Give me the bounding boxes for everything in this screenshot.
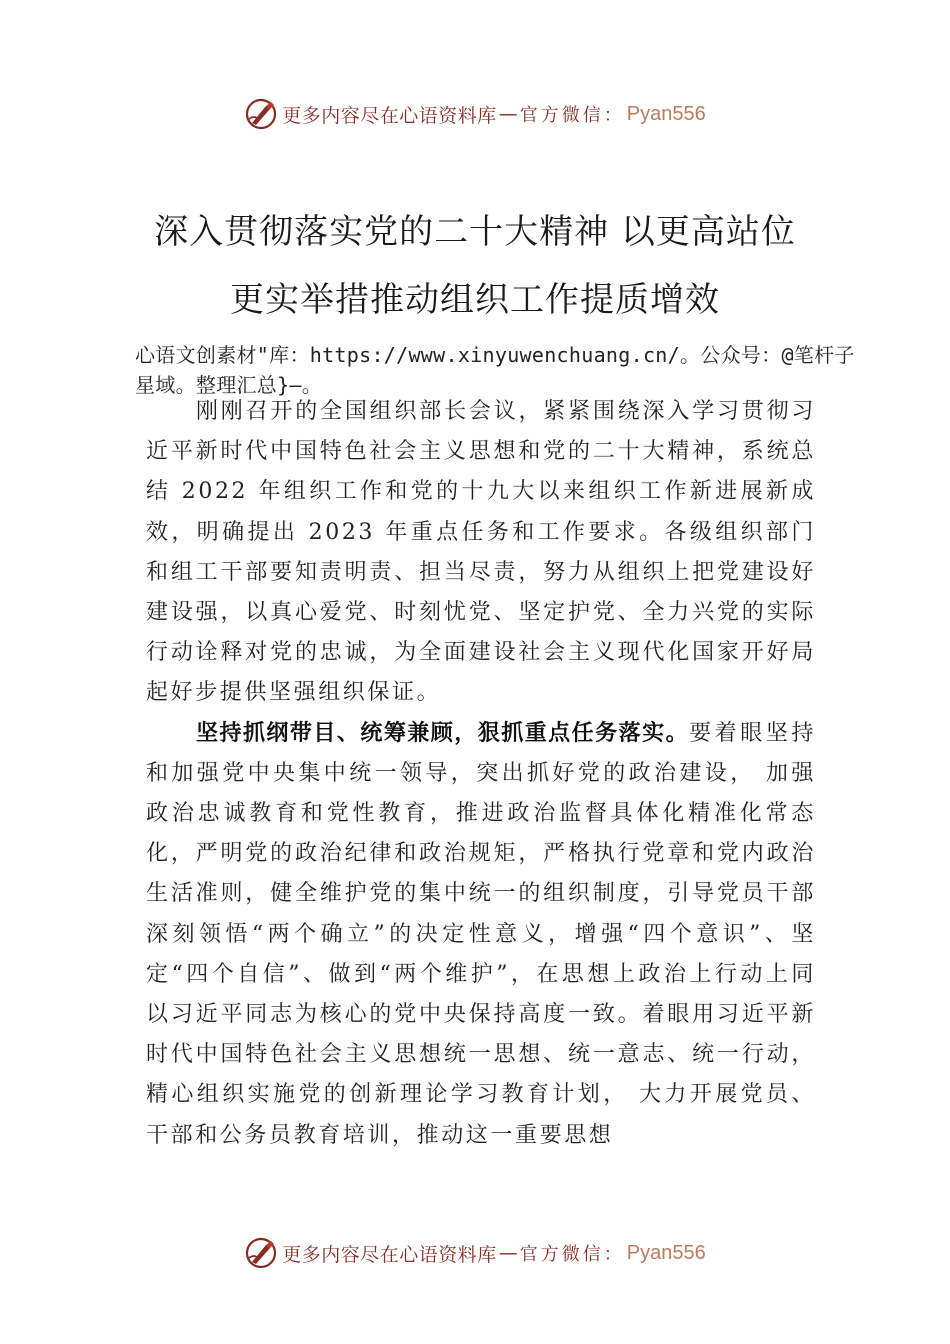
paragraph-2 xyxy=(146,714,816,1156)
footer-banner xyxy=(0,1233,950,1273)
document-body xyxy=(146,392,816,1156)
brand-dash: — xyxy=(498,1242,518,1264)
paragraph-1: 刚刚召开的全国组织部长会议，紧紧围绕深入学习贯彻习近平新时代中国特色社会主义思想和党的二十大精神，系统总结 2022 年组织工作和党的十九大以来组织工作新进展新成效，明确提出 2023 年重点任务和工作要求。各级组织部门和组工干部要知责明责、担当尽责，努力从组织上把党建设好建设强，以真心爱党、时刻忧党、坚定护党、全力兴党的实际行动诠释对党的忠诚，为全面建设社会主义现代化国家开好局起好步提供坚强组织保证。 xyxy=(146,399,816,706)
document-title-line2: 更实举措推动组织工作提质增效 xyxy=(230,280,720,320)
header-banner xyxy=(0,94,950,134)
brand-text: 更多内容尽在心语资料库 xyxy=(282,1243,497,1266)
wechat-label: 官方微信： xyxy=(519,1244,625,1265)
brand-dash: — xyxy=(498,103,518,125)
pen-logo-icon xyxy=(244,97,278,131)
brand-text: 更多内容尽在心语资料库 xyxy=(282,104,497,127)
paragraph-2-text: 要着眼坚持和加强党中央集中统一领导，突出抓好党的政治建设， 加强政治忠诚教育和党性教育，推进政治监督具体化精准化常态化，严明党的政治纪律和政治规矩，严格执行党章和党内政治生活准则，健全维护党的集中统一的组织制度，引导党员干部深刻领悟“两个确立”的决定性意义，增强“四个意识”、坚定“四个自信”、做到“两个维护”，在思想上政治上行动上同以习近平同志为核心的党中央保持高度一致。着眼用习近平新时代中国特色社会主义思想统一思想、统一意志、统一行动，精心组织实施党的创新理论学习教育计划， 大力开展党员、干部和公务员教育培训，推动这一重要思想 xyxy=(146,720,816,1148)
wechat-label: 官方微信： xyxy=(519,105,625,126)
document-title-line1: 深入贯彻落实党的二十大精神 以更高站位 xyxy=(154,212,796,252)
wechat-id: Pyan556 xyxy=(626,1241,706,1264)
pen-logo-icon xyxy=(244,1236,278,1270)
paragraph-2-heading: 坚持抓纲带目、统筹兼顾，狠抓重点任务落实。 xyxy=(196,720,690,746)
wechat-id: Pyan556 xyxy=(626,102,706,125)
source-note: 心语文创素材"库：https://www.xinyuwenchuang.cn/。公众号：@笔杆子星域。整理汇总}—。 xyxy=(135,343,855,397)
